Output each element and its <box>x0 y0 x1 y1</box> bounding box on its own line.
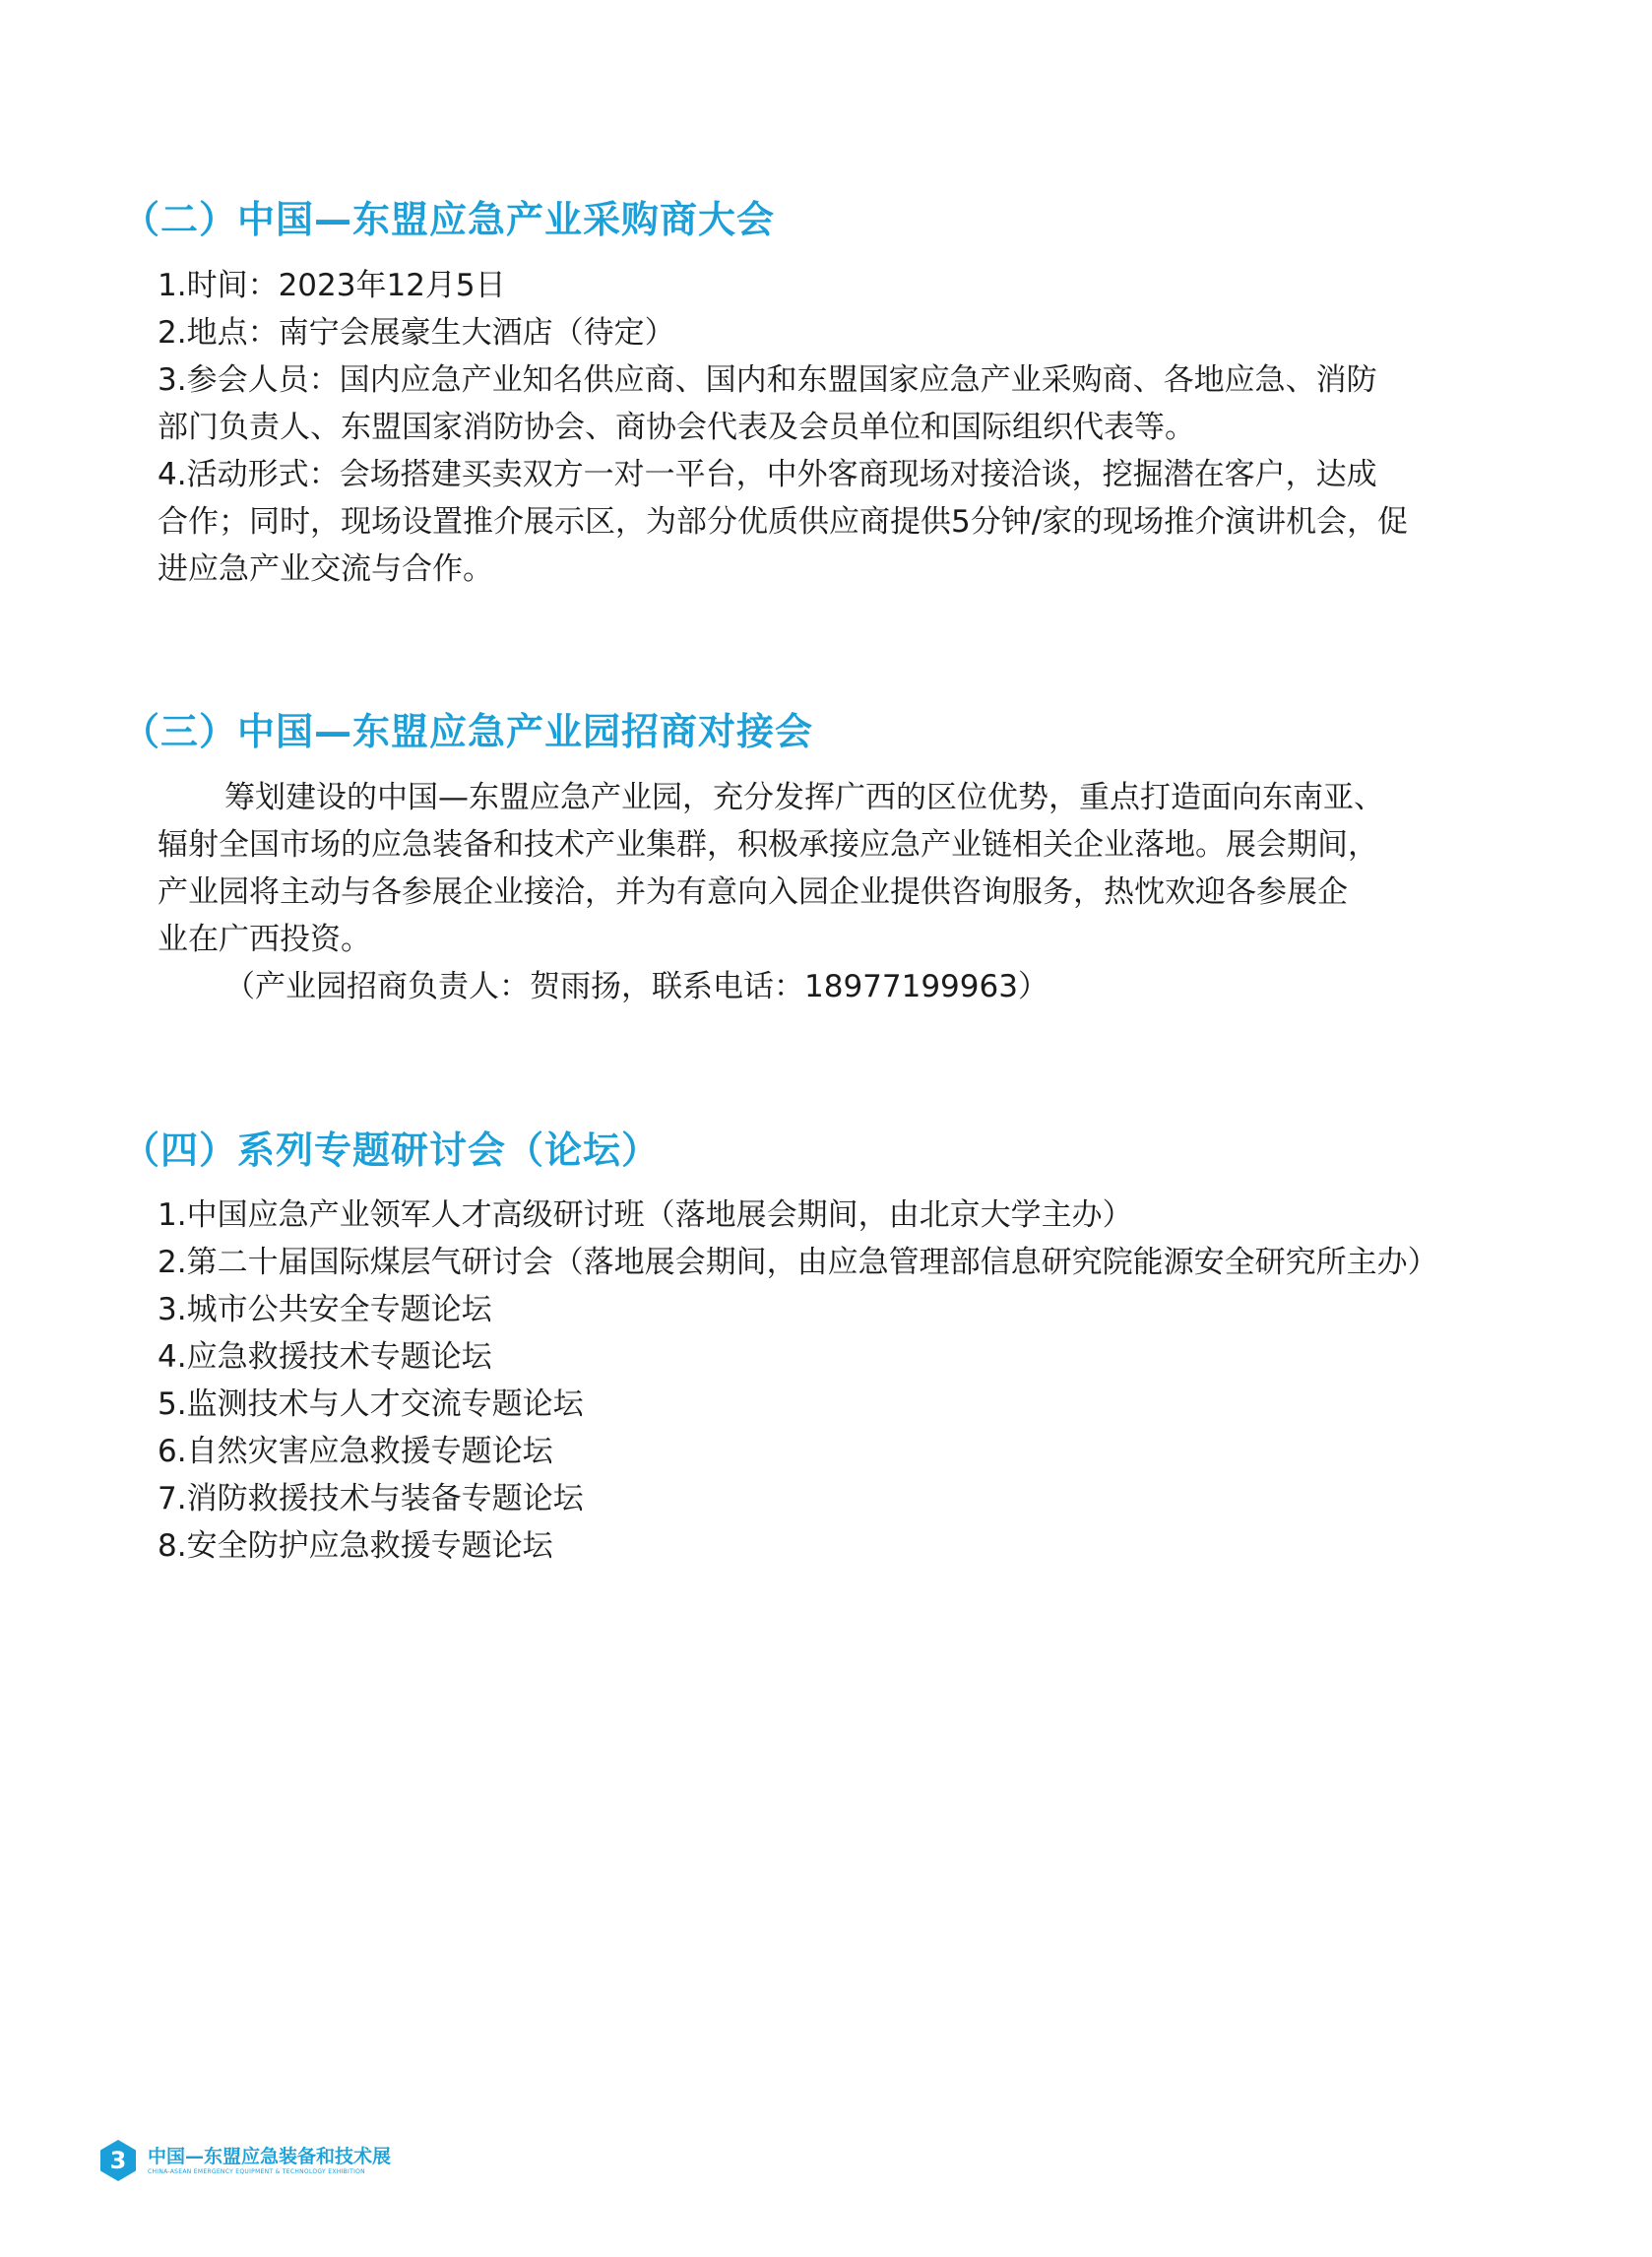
section-2-line-6: 合作；同时，现场设置推介展示区，为部分优质供应商提供5分钟/家的现场推介演讲机会，促 <box>158 504 1409 540</box>
section-2-line-7: 进应急产业交流与合作。 <box>158 551 493 587</box>
forum-item-6: 6.自然灾害应急救援专题论坛 <box>158 1434 553 1469</box>
forum-item-4: 4.应急救援技术专题论坛 <box>158 1339 492 1375</box>
page-number-badge <box>98 2139 138 2182</box>
section-2-line-4: 部门负责人、东盟国家消防协会、商协会代表及会员单位和国际组织代表等。 <box>158 410 1195 445</box>
footer-title-cn: 中国—东盟应急装备和技术展 <box>148 2145 392 2167</box>
forum-item-5: 5.监测技术与人才交流专题论坛 <box>158 1386 584 1422</box>
forum-item-7: 7.消防救援技术与装备专题论坛 <box>158 1481 584 1516</box>
section-3-paragraph-line-3: 产业园将主动与各参展企业接洽，并为有意向入园企业提供咨询服务，热忱欢迎各参展企 <box>158 874 1348 910</box>
page-number: 3 <box>109 2147 127 2174</box>
section-3-contact: （产业园招商负责人：贺雨扬，联系电话：18977199963） <box>224 969 1048 1004</box>
forum-item-8: 8.安全防护应急救援专题论坛 <box>158 1528 553 1564</box>
footer-branding <box>148 2146 391 2176</box>
section-3-paragraph-line-1: 筹划建设的中国—东盟应急产业园，充分发挥广西的区位优势，重点打造面向东南亚、 <box>224 780 1384 815</box>
section-2-line-3: 3.参会人员：国内应急产业知名供应商、国内和东盟国家应急产业采购商、各地应急、消防 <box>158 362 1377 398</box>
section-2-line-1: 1.时间：2023年12月5日 <box>158 268 506 303</box>
section-3-paragraph-line-2: 辐射全国市场的应急装备和技术产业集群，积极承接应急产业链相关企业落地。展会期间， <box>158 827 1378 863</box>
forum-item-3: 3.城市公共安全专题论坛 <box>158 1292 492 1327</box>
section-3-title: （三）中国—东盟应急产业园招商对接会 <box>122 710 814 753</box>
section-2-line-2: 2.地点：南宁会展豪生大酒店（待定） <box>158 315 675 351</box>
section-4-title: （四）系列专题研讨会（论坛） <box>122 1128 661 1172</box>
section-2-line-5: 4.活动形式：会场搭建买卖双方一对一平台，中外客商现场对接洽谈，挖掘潜在客户，达成 <box>158 457 1377 492</box>
section-3-paragraph-line-4: 业在广西投资。 <box>158 922 371 957</box>
forum-item-2: 2.第二十届国际煤层气研讨会（落地展会期间，由应急管理部信息研究院能源安全研究所主办） <box>158 1245 1438 1280</box>
page-footer <box>98 2139 391 2182</box>
footer-title-en: CHINA-ASEAN EMERGENCY EQUIPMENT & TECHNOLOGY EXHIBITION <box>148 2167 365 2175</box>
section-2-title: （二）中国—东盟应急产业采购商大会 <box>122 198 776 241</box>
forum-item-1: 1.中国应急产业领军人才高级研讨班（落地展会期间，由北京大学主办） <box>158 1197 1133 1233</box>
